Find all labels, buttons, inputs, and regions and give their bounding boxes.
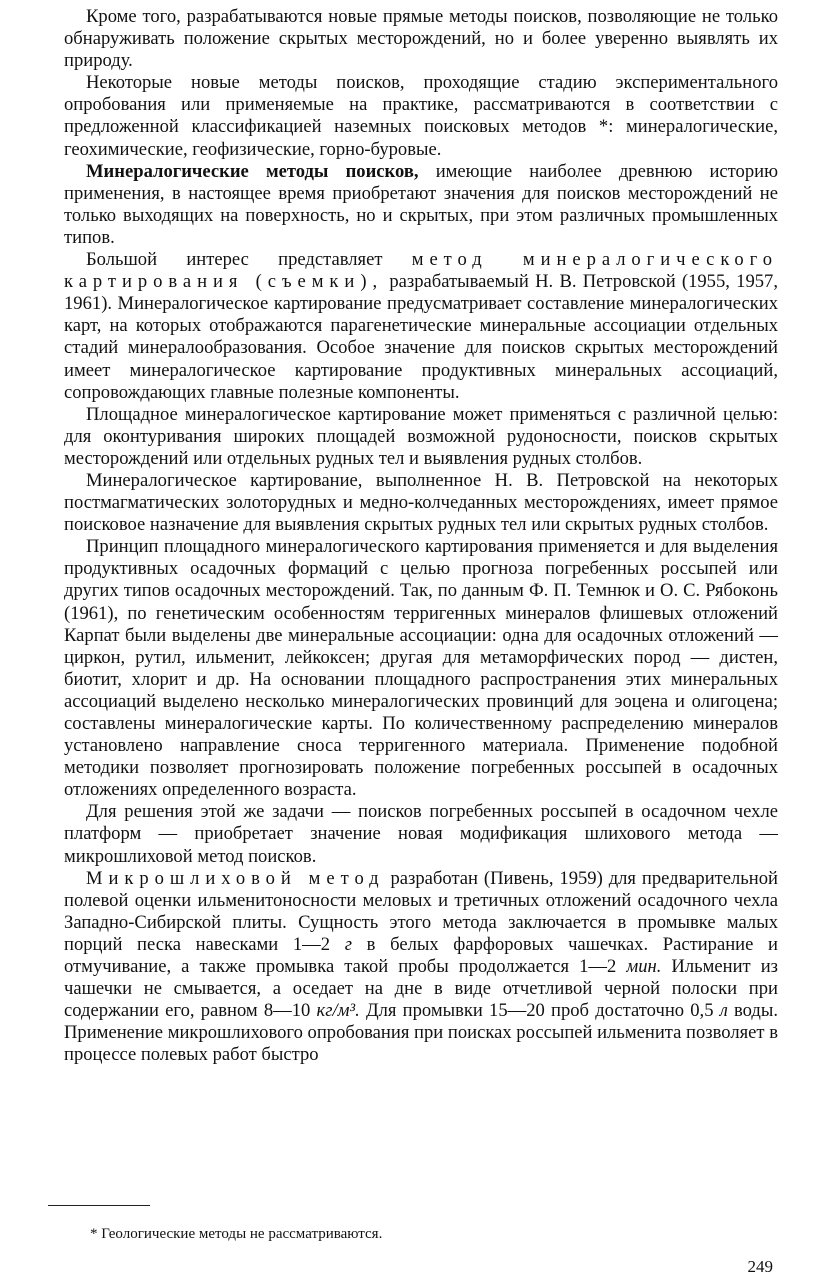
spaced-term-mineralogical-mapping: метод минералогического картирования (съемки), [64,249,778,293]
paragraph-6: Минералогическое картирование, выполненное Н. В. Петровской на некоторых постмагматических золоторудных и медно-колчеданных месторождениях, имеет прямое поисковое назначение для выявления скрытых рудных тел или скрытых рудных столбов. [64,469,778,536]
paragraph-8: Для решения этой же задачи — поисков погребенных россыпей в осадочном чехле платформ — приобретает значение новая модификация шлихового метода — микрошлиховой метод поисков. [64,801,778,867]
page-number: 249 [747,1257,773,1276]
paragraph-9: Микрошлиховой метод разработан (Пивень, 1959) для предварительной полевой оценки ильменитоносности меловых и третичных отложений осадочного чехла Западно-Сибирской плиты. Сущность этого метода заключается в промывке малых порций песка навесками 1—2 г в белых фарфоровых чашечках. Растирание и отмучивание, а также промывка такой пробы продолжается 1—2 мин. Ильменит из чашечки не смывается, а оседает на дне в виде отчетливой черной полоски при содержании его, равном 8—10 кг/м³. Для промывки 15—20 проб достаточно 0,5 л воды. Применение микрошлихового опробования при поисках россыпей ильменита позволяет в процессе полевых работ быстро [64,867,779,1066]
paragraph-1: Кроме того, разрабатываются новые прямые методы поисков, позволяющие не только обнаруживать положение скрытых месторождений, но и более уверенно выявлять их природу. [64,6,778,72]
page-body [64,6,778,1067]
paragraph-2: Некоторые новые методы поисков, проходящие стадию экспериментального опробования или применяемые на практике, рассматриваются в соответствии с предложенной классификацией наземных поисковых методов *: минералогические, геохимические, геофизические, горно-буровые. [64,72,778,160]
paragraph-4: Большой интерес представляет метод минералогического картирования (съемки), разрабатываемый Н. В. Петровской (1955, 1957, 1961). Минералогическое картирование предусматривает составление минералогических карт, на которых отображаются парагенетические минеральные ассоциации отдельных стадий минералообразования. Особое значение для поисков скрытых месторождений имеет минералогическое картирование продуктивных минеральных ассоциаций, сопровождающих главные полезные компоненты. [64,249,779,403]
footnote-divider [48,1205,150,1206]
paragraph-7: Принцип площадного минералогического картирования применяется и для выделения продуктивных осадочных формаций с целью прогноза погребенных россыпей или других типов осадочных месторождений. Так, по данным Ф. П. Темнюк и О. С. Рябоконь (1961), по генетическим особенностям терригенных минералов флишевых отложений Карпат были выделены две минеральные ассоциации: одна для осадочных отложений — циркон, рутил, ильменит, лейкоксен; другая для метаморфических пород — дистен, биотит, хлорит и др. На основании площадного распространения этих минеральных ассоциаций выделено несколько минералогических провинций для эоцена и олигоцена; составлены минералогические карты. По количественному распределению минералов установлено направление сноса терригенного материала. Применение подобной методики позволяет прогнозировать положение погребенных россыпей в осадочных отложениях определенного возраста. [64,536,778,801]
paragraph-3: Минералогические методы поисков, имеющие наиболее древнюю историю применения, в настоящее время приобретают значения для поисков месторождений не только выходящих на поверхность, но и скрытых, при этом различных промышленных типов. [64,160,778,248]
footnote: * Геологические методы не рассматриваются. [90,1226,383,1242]
paragraph-5: Площадное минералогическое картирование может применяться с различной целью: для оконтуривания широких площадей возможной рудоносности, поисков скрытых месторождений или отдельных рудных тел и выявления рудных столбов. [64,403,778,469]
spaced-term-microschlich: Микрошлиховой метод [86,867,385,889]
section-heading-mineralogical: Минералогические методы поисков, [86,160,419,182]
